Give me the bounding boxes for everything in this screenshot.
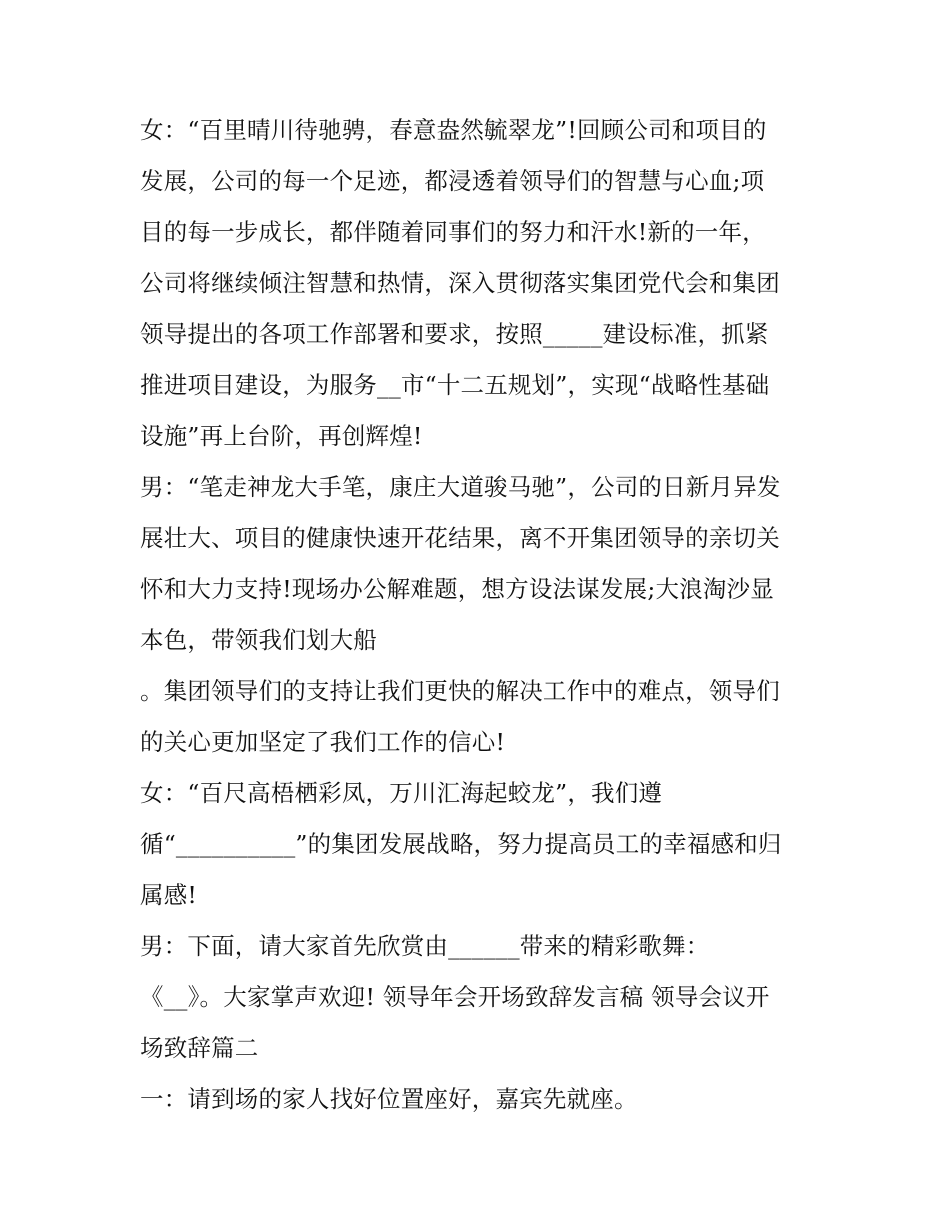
text-line: 场致辞篇二	[140, 1034, 259, 1062]
text-line: 目的每一步成长，都伴随着同事们的努力和汗水!新的一年，	[140, 218, 766, 246]
text-line: 本色，带领我们划大船	[140, 626, 377, 654]
text-line: 女：“百尺高梧栖彩凤，万川汇海起蛟龙”，我们遵	[140, 779, 663, 807]
text-line: 发展，公司的每一个足迹，都浸透着领导们的智慧与心血;项	[140, 167, 765, 195]
text-line: 男：“笔走神龙大手笔，康庄大道骏马驰”，公司的日新月异发	[140, 473, 781, 501]
text-line: 怀和大力支持!现场办公解难题，想方设法谋发展;大浪淘沙显	[140, 575, 774, 603]
text-line: 一：请到场的家人找好位置座好，嘉宾先就座。	[140, 1085, 638, 1113]
text-line: 。集团领导们的支持让我们更快的解决工作中的难点，领导们	[140, 677, 780, 705]
text-line: 循“__________”的集团发展战略，努力提高员工的幸福感和归	[140, 830, 782, 858]
text-line: 属感!	[140, 881, 198, 909]
text-line: 女：“百里晴川待驰骋，春意盎然毓翠龙”!回顾公司和项目的	[140, 116, 767, 144]
text-line: 设施”再上台阶，再创辉煌!	[140, 422, 423, 450]
text-line: 的关心更加坚定了我们工作的信心!	[140, 728, 506, 756]
document-body	[140, 105, 830, 1125]
text-line: 展壮大、项目的健康快速开花结果，离不开集团领导的亲切关	[140, 524, 780, 552]
text-line: 《__》。大家掌声欢迎! 领导年会开场致辞发言稿 领导会议开	[140, 983, 770, 1011]
text-line: 推进项目建设，为服务__市“十二五规划”，实现“战略性基础	[140, 371, 770, 399]
text-line: 公司将继续倾注智慧和热情，深入贯彻落实集团党代会和集团	[140, 269, 780, 297]
text-line: 男：下面，请大家首先欣赏由______带来的精彩歌舞：	[140, 932, 710, 960]
text-line: 领导提出的各项工作部署和要求，按照_____建设标准，抓紧	[140, 320, 769, 348]
